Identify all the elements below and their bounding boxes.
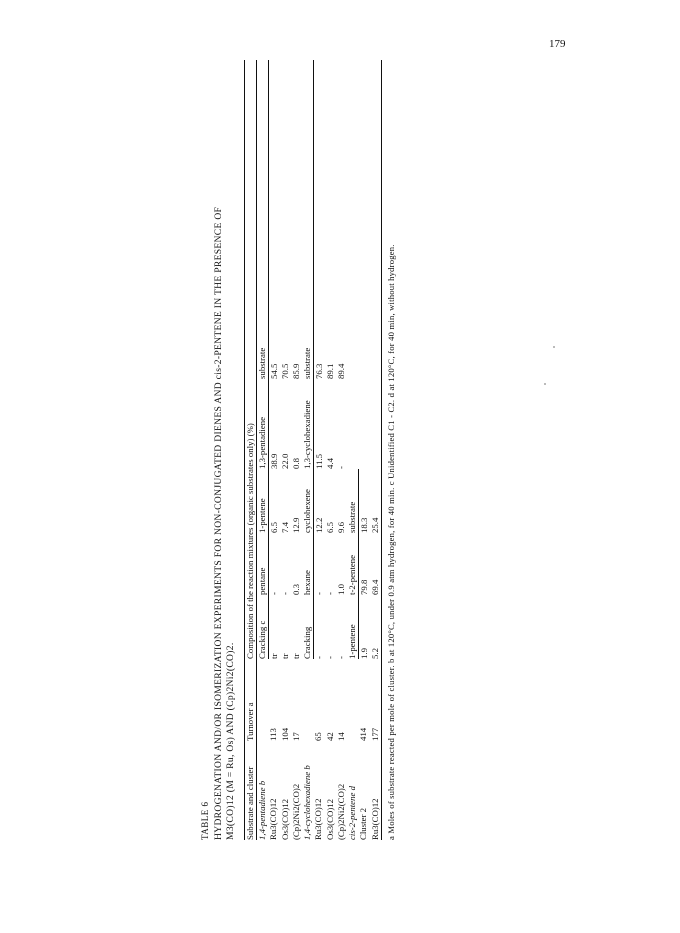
table-cell: 89.4 xyxy=(335,363,346,379)
section-title: cis-2-pentene d xyxy=(346,786,357,840)
column-label: t-2-pentene xyxy=(347,533,359,595)
table-cell: tr xyxy=(268,653,279,659)
turnover-value: 65 xyxy=(313,732,324,741)
table-cell: 25.4 xyxy=(370,469,382,533)
column-label: pentane xyxy=(256,533,268,595)
table-row xyxy=(291,60,302,840)
section-header-row xyxy=(256,60,268,840)
table-cell xyxy=(370,60,382,379)
table-cell: - xyxy=(335,466,346,469)
table-cell: 79.8 xyxy=(358,579,369,595)
turnover-value: 113 xyxy=(268,728,279,741)
table-cell: tr xyxy=(279,653,290,659)
column-label: 1,3-cyclohexadiene xyxy=(302,379,314,469)
cluster-name: (Cp)2Ni2(CO)2 xyxy=(290,783,301,840)
table-footnote: a Moles of substrate reacted per mole of cluster. b at 120°C, under 0.9 atm hydrogen, for 40 min. c Unidentified C1 - C2. d at 120°C, for 40 min, without hydrogen. xyxy=(385,244,396,840)
turnover-value: 42 xyxy=(324,732,335,741)
column-label: cyclohexene xyxy=(302,469,314,533)
table-row xyxy=(325,60,336,840)
section-title: 1,4-pentadiene b xyxy=(256,780,267,840)
cluster-name: Ru3(CO)12 xyxy=(268,798,279,840)
table-cell: 22.0 xyxy=(279,453,290,469)
table-cell: 6.5 xyxy=(268,522,279,533)
table-cell: 1.9 xyxy=(358,648,369,659)
cluster-name: (Cp)2Ni2(CO)2 xyxy=(335,783,346,840)
table-caption xyxy=(213,60,238,840)
table-cell: 0.8 xyxy=(290,458,301,469)
table-cell: tr xyxy=(290,653,301,659)
table-cell: 85.9 xyxy=(290,363,301,379)
table-cell: - xyxy=(268,592,279,595)
column-label xyxy=(347,379,359,469)
table-row xyxy=(336,60,347,840)
cluster-name: Ru3(CO)12 xyxy=(313,798,324,840)
table-cell xyxy=(370,379,382,469)
scan-speck xyxy=(553,346,555,348)
turnover-value: 177 xyxy=(370,659,382,741)
column-label: 1-pentene xyxy=(256,469,268,533)
cluster-name: Ru3(CO)12 xyxy=(370,741,382,840)
caption-line-2: M3(CO)12 (M = Ru, Os) AND (Cp)2Ni2(CO)2. xyxy=(225,642,237,840)
header-composition: Composition of the reaction mixtures (organic substrates only) (%) xyxy=(244,60,256,659)
table-label: TABLE 6 xyxy=(200,801,210,840)
column-label: substrate xyxy=(302,60,314,379)
table-cell: - xyxy=(313,592,324,595)
table-cell: 18.3 xyxy=(358,517,369,533)
rotated-table-block xyxy=(200,60,490,840)
turnover-value: 14 xyxy=(335,732,346,741)
table-cell: - xyxy=(279,592,290,595)
table-cell xyxy=(358,60,370,379)
table-cell: 89.1 xyxy=(324,363,335,379)
column-label: substrate xyxy=(347,469,359,533)
table-cell: - xyxy=(324,656,335,659)
table-cell: - xyxy=(324,592,335,595)
column-label: hexane xyxy=(302,533,314,595)
table-cell: 0.3 xyxy=(290,584,301,595)
column-label: Cracking xyxy=(302,595,314,659)
table-row xyxy=(268,60,280,840)
cluster-name: Os3(CO)12 xyxy=(324,798,335,840)
caption-line-1: HYDROGENATION AND/OR ISOMERIZATION EXPERIMENTS FOR NON-CONJUGATED DIENES AND cis-2-PENTENE IN THE PRESENCE OF xyxy=(212,206,224,840)
table-cell: 70.5 xyxy=(279,363,290,379)
table-row xyxy=(358,60,370,840)
table-row xyxy=(280,60,291,840)
table-cell: 9.6 xyxy=(335,522,346,533)
section-header-row xyxy=(347,60,359,840)
column-label: 1,3-pentadiene xyxy=(256,379,268,469)
table-cell: 4.4 xyxy=(324,458,335,469)
table-cell: 5.2 xyxy=(370,595,382,659)
cluster-name: Os3(CO)12 xyxy=(279,798,290,840)
column-label: 1-pentene xyxy=(347,595,359,659)
cluster-name: Cluster 2 xyxy=(358,807,369,840)
turnover-value: 17 xyxy=(290,732,301,741)
header-substrate: Substrate and cluster xyxy=(244,741,256,840)
column-label: substrate xyxy=(256,60,268,379)
turnover-value: 104 xyxy=(279,727,290,741)
table-cell: 69.4 xyxy=(370,533,382,595)
table-cell: 1.0 xyxy=(335,584,346,595)
table-cell: 12.2 xyxy=(313,517,324,533)
table-cell xyxy=(358,379,370,469)
column-label: Cracking c xyxy=(256,595,268,659)
table-cell: 6.5 xyxy=(324,522,335,533)
table-cell: 54.5 xyxy=(268,363,279,379)
table-cell: 11.5 xyxy=(313,453,324,469)
table-row xyxy=(370,60,382,840)
table-cell: 76.3 xyxy=(313,363,324,379)
table-cell: 12.9 xyxy=(290,517,301,533)
section-title: 1,4-cyclohexadiene b xyxy=(301,765,312,840)
turnover-value: 414 xyxy=(358,727,369,741)
header-row xyxy=(244,60,256,840)
data-table xyxy=(244,60,382,840)
table-cell: - xyxy=(313,656,324,659)
scan-speck xyxy=(544,383,546,385)
table-row xyxy=(313,60,325,840)
header-turnover: Turnover a xyxy=(244,659,256,741)
page-number: 179 xyxy=(549,38,566,50)
column-label xyxy=(347,60,359,379)
table-cell: 38.9 xyxy=(268,453,279,469)
table-cell: - xyxy=(335,656,346,659)
section-header-row xyxy=(302,60,314,840)
table-cell: 7.4 xyxy=(279,522,290,533)
